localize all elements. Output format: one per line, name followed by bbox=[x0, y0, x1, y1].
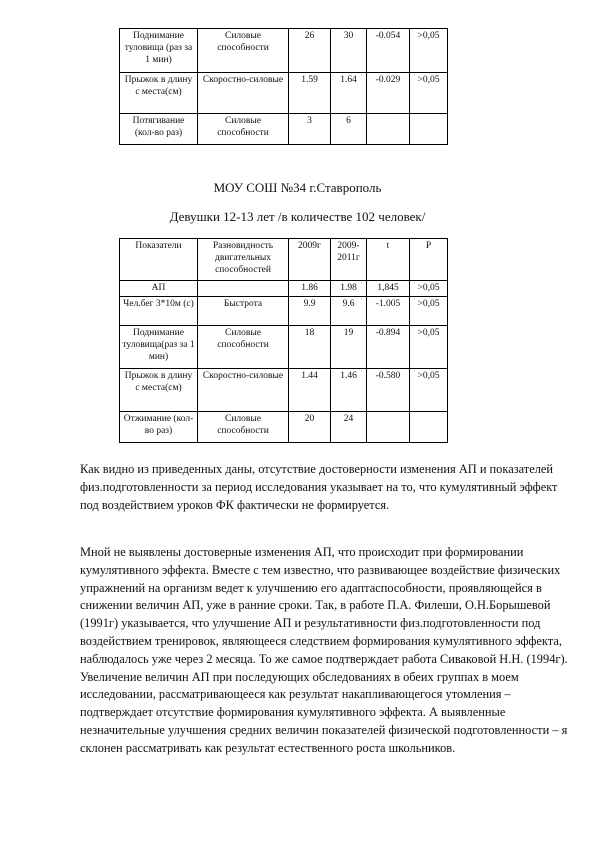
p-cell: >0,05 bbox=[410, 29, 448, 73]
t-cell bbox=[367, 114, 410, 145]
value-2009-cell: 1.59 bbox=[289, 73, 331, 114]
value-2009-cell: 20 bbox=[289, 412, 331, 443]
table-row bbox=[120, 114, 448, 145]
p-cell bbox=[410, 114, 448, 145]
discussion-paragraph: Мной не выявлены достоверные изменения АП, что происходит при формировании кумулятивного эффекта. Вместе с тем известно, что развивающее воздействие физических упражнений на организм ведет к улучшению его адаптаспособности, проявляющейся в снижении величин АП, уже в ранние сроки. Так, в работе П.А. Филеши, О.Н.Борышевой (1991г) указывается, что улучшение АП и результативности физ.подготовленности под воздействием тренировок, являющееся следствием формирования кумулятивного эффекта, наблюдалось уже через 2 месяца. То же самое подтверждает работа Сиваковой Н.Н. (1994г). Увеличение величин АП при последующих обследованиях в обеих группах в моем исследовании, рассматривающееся как результат накапливающегося утомления – подтверждает отсутствие формирования кумулятивного эффекта. А выявленные незначительные улучшения средних величин показателей физической подготовленности – я склонен рассматривать как результат естественного роста школьников. bbox=[80, 545, 568, 755]
t-cell: -0.580 bbox=[367, 369, 410, 412]
value-2011-cell: 1.46 bbox=[331, 369, 367, 412]
group-heading: Девушки 12-13 лет /в количестве 102 человек/ bbox=[169, 209, 426, 224]
ability-cell: Скоростно-силовые bbox=[198, 369, 289, 412]
t-cell: 1,845 bbox=[367, 281, 410, 297]
table-row bbox=[120, 369, 448, 412]
p-cell: >0,05 bbox=[410, 281, 448, 297]
indicator-cell: Поднимание туловища (раз за 1 мин) bbox=[120, 29, 198, 73]
p-cell: >0,05 bbox=[410, 369, 448, 412]
ability-cell: Быстрота bbox=[198, 297, 289, 326]
value-2011-cell: 1.64 bbox=[331, 73, 367, 114]
ability-cell bbox=[198, 281, 289, 297]
indicator-cell: Прыжок в длину с места(см) bbox=[120, 369, 198, 412]
table-header-row bbox=[120, 239, 448, 281]
ability-cell: Силовые способности bbox=[198, 412, 289, 443]
results-table-continued bbox=[119, 28, 448, 145]
header-2009: 2009г bbox=[289, 239, 331, 281]
table-row bbox=[120, 73, 448, 114]
header-p: P bbox=[410, 239, 448, 281]
t-cell: -0.894 bbox=[367, 326, 410, 369]
ability-cell: Силовые способности bbox=[198, 326, 289, 369]
value-2011-cell: 19 bbox=[331, 326, 367, 369]
indicator-cell: Поднимание туловища(раз за 1 мин) bbox=[120, 326, 198, 369]
value-2011-cell: 6 bbox=[331, 114, 367, 145]
value-2009-cell: 1.86 bbox=[289, 281, 331, 297]
value-2011-cell: 24 bbox=[331, 412, 367, 443]
school-heading: МОУ СОШ №34 г.Ставрополь bbox=[213, 180, 382, 195]
value-2009-cell: 18 bbox=[289, 326, 331, 369]
value-2011-cell: 30 bbox=[331, 29, 367, 73]
indicator-cell: АП bbox=[120, 281, 198, 297]
p-cell: >0,05 bbox=[410, 326, 448, 369]
table-row bbox=[120, 297, 448, 326]
table-row bbox=[120, 29, 448, 73]
value-2009-cell: 26 bbox=[289, 29, 331, 73]
results-table bbox=[119, 238, 448, 443]
table-row bbox=[120, 412, 448, 443]
value-2011-cell: 1.98 bbox=[331, 281, 367, 297]
ability-cell: Скоростно-силовые bbox=[198, 73, 289, 114]
p-cell bbox=[410, 412, 448, 443]
value-2009-cell: 9.9 bbox=[289, 297, 331, 326]
ability-cell: Силовые способности bbox=[198, 114, 289, 145]
table-row bbox=[120, 281, 448, 297]
indicator-cell: Прыжок в длину с места(см) bbox=[120, 73, 198, 114]
table-row bbox=[120, 326, 448, 369]
header-indicator: Показатели bbox=[120, 239, 198, 281]
t-cell: -0.029 bbox=[367, 73, 410, 114]
p-cell: >0,05 bbox=[410, 73, 448, 114]
header-t: t bbox=[367, 239, 410, 281]
t-cell: -0.054 bbox=[367, 29, 410, 73]
value-2009-cell: 1.44 bbox=[289, 369, 331, 412]
t-cell: -1.005 bbox=[367, 297, 410, 326]
value-2011-cell: 9.6 bbox=[331, 297, 367, 326]
indicator-cell: Потягивание (кол-во раз) bbox=[120, 114, 198, 145]
indicator-cell: Чел.бег 3*10м (с) bbox=[120, 297, 198, 326]
value-2009-cell: 3 bbox=[289, 114, 331, 145]
p-cell: >0,05 bbox=[410, 297, 448, 326]
header-2009-2011: 2009-2011г bbox=[331, 239, 367, 281]
conclusion-paragraph: Как видно из приведенных даны, отсутствие достоверности изменения АП и показателей физ.подготовленности за период исследования указывает на то, что кумулятивный эффект под воздействием уроков ФК фактически не формируется. bbox=[80, 462, 558, 512]
t-cell bbox=[367, 412, 410, 443]
indicator-cell: Отжимание (кол-во раз) bbox=[120, 412, 198, 443]
ability-cell: Силовые способности bbox=[198, 29, 289, 73]
header-ability: Разновидность двигательных способностей bbox=[198, 239, 289, 281]
